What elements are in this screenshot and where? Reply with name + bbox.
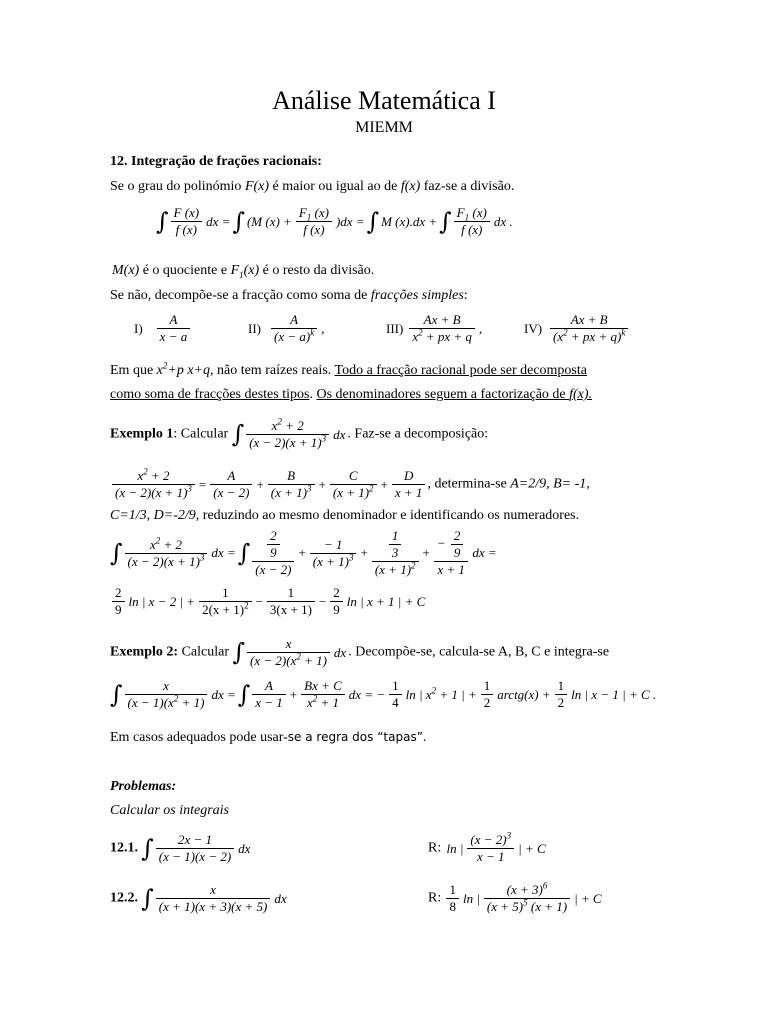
division-formula: ∫ $\frac{F (x)}{f (x)}$ dx =∫ (M (x) + $\frac{F_1 (x)}{f (x)}$ )dx =∫ M (x).dx +∫ $\frac{F_1 (x)}{f (x)}$ dx .: [156, 205, 513, 237]
problem-12-2: 12.2. ∫ $\frac{x}{(x + 1)(x + 3)(x + 5)}$ dx: [110, 882, 287, 914]
type-ii: II) $\frac{A}{(x - a)^k}$ ,: [248, 312, 325, 344]
answer-12-2: R: $\frac{1}{8}$ ln | $\frac{(x + 3)^6}{(x + 5)^5 (x + 1)}$ | + C: [428, 880, 602, 914]
example-1-statement: Exemplo 1: Calcular ∫ $\frac{x^2 + 2}{(x - 2)(x + 1)^3}$ dx . Faz-se a decomposição:: [110, 416, 489, 450]
section-heading: 12. Integração de frações racionais:: [110, 154, 322, 169]
where-paragraph-line1: Em que $x^2+p$ x+q, não tem raízes reais. Todo a fracção racional pode ser decomposta: [110, 360, 587, 378]
type-iii: III) $\frac{Ax + B}{x^2 + px + q}$ ,: [386, 312, 483, 344]
intro-paragraph: Se o grau do polinómio F(x) é maior ou igual ao de f(x) faz-se a divisão.: [110, 179, 515, 194]
example-1-coefficients: C=1/3, D=-2/9, reduzindo ao mesmo denominador e identificando os numeradores.: [110, 508, 580, 523]
page-subtitle: MIEMM: [355, 119, 413, 136]
example-1-decomposition: $\frac{x^2 + 2}{(x - 2)(x + 1)^3}$ = $\frac{A}{(x - 2)}$ + $\frac{B}{(x + 1)^3}$ + $\frac{C}{(x + 1)^2}$ + $\frac{D}{x + 1}$ , determina-se A=2/9, B= -1,: [110, 468, 590, 501]
problem-12-1: 12.1. ∫ $\frac{2x - 1}{(x - 1)(x - 2)}$ dx: [110, 832, 251, 864]
example-2-statement: Exemplo 2: Calcular ∫ $\frac{x}{(x - 2)(x^2 + 1)}$ dx . Decompõe-se, calcula-se A, B, C e integra-se: [110, 636, 610, 668]
page-title: Análise Matemática I: [272, 86, 496, 115]
example-2-integral: ∫ $\frac{x}{(x - 1)(x^2 + 1)}$ dx =∫ $\frac{A}{x - 1}$ + $\frac{Bx + C}{x^2 + 1}$ dx = − $\frac{1}{4}$ ln | $x^2 + 1$ | + $\frac{1}{2}$ arctg(x) + $\frac{1}{2}$ ln | x − 1 | + C .: [110, 678, 657, 710]
example-1-integral: ∫ $\frac{x^2 + 2}{(x - 2)(x + 1)^3}$ dx =∫ $\frac{\frac{2}{9}}{(x - 2)}$ + $\frac{- 1}{(x + 1)^3}$ + $\frac{\frac{1}{3}}{(x + 1)^2}$ + − $\frac{2}{9}$ x + 1 dx =: [110, 528, 497, 577]
quotient-paragraph: M(x) é o quociente e $F_1(x)$ é o resto da divisão.: [112, 263, 375, 280]
answer-12-1: R: ln | $\frac{(x - 2)^3}{x - 1}$ | + C: [428, 830, 546, 864]
where-paragraph-line2: como soma de fracções destes tipos. Os denominadores seguem a factorização de f(x).: [110, 387, 593, 402]
problems-subtitle: Calcular os integrais: [110, 803, 230, 818]
type-i: I) $\frac{A}{x - a}$: [132, 312, 192, 345]
type-iv: IV) $\frac{Ax + B}{(x^2 + px + q)^k}$: [522, 312, 630, 345]
tapas-paragraph: Em casos adequados pode usar-se a regra dos “tapas”.: [110, 730, 427, 745]
example-1-result: $\frac{2}{9}$ ln | x − 2 | + $\frac{1}{2(x + 1)^2}$ − $\frac{1}{3(x + 1)}$ − $\frac{2}{9}$ ln | x + 1 | + C: [110, 585, 427, 618]
problems-title: Problemas:: [110, 779, 177, 794]
else-paragraph: Se não, decompõe-se a fracção como soma de fracções simples:: [110, 288, 468, 303]
